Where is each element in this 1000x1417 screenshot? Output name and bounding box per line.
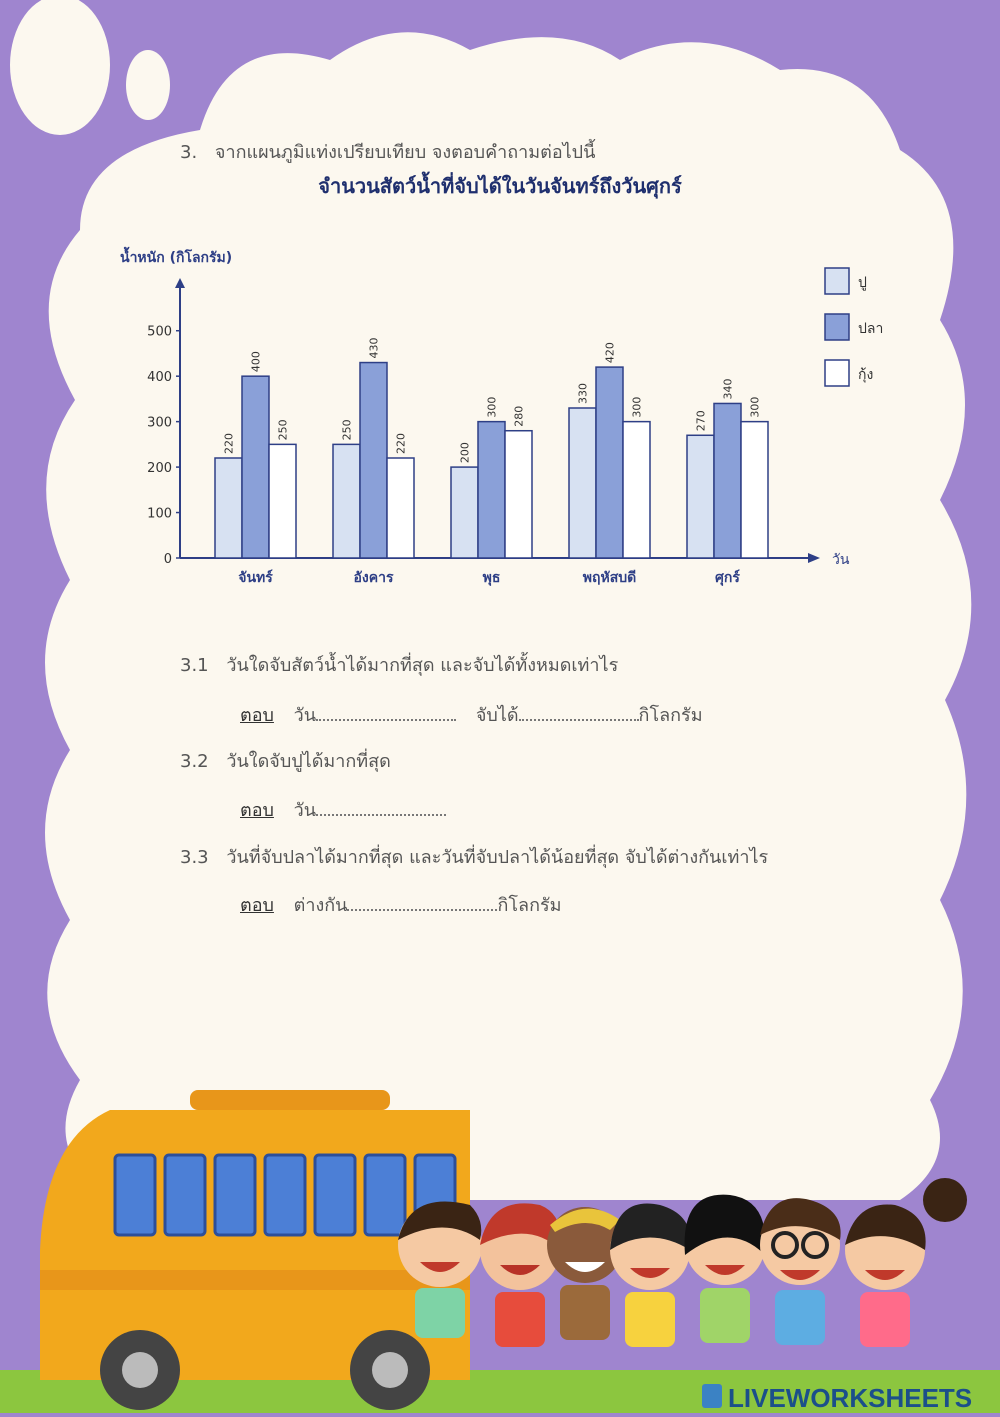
bar-chart	[110, 240, 890, 600]
answer-3-1	[240, 700, 703, 729]
answer-amount-input[interactable]	[519, 705, 639, 721]
bar-value-label: 300	[748, 396, 762, 418]
bar-value-label: 250	[340, 419, 354, 441]
y-tick-label: 0	[163, 552, 172, 567]
x-category-label: อังคาร	[353, 570, 394, 586]
bar	[387, 458, 414, 558]
question-3-3-number: 3.3	[180, 847, 209, 868]
bar-value-label: 300	[485, 396, 499, 418]
answer-3-2	[240, 795, 446, 824]
answer-diff-label: ต่างกัน	[293, 895, 348, 916]
y-axis-arrow	[175, 278, 185, 288]
y-tick-label: 200	[147, 461, 172, 477]
answer-label: ตอบ	[240, 895, 274, 916]
question-3-1-number: 3.1	[180, 655, 209, 676]
bar	[269, 444, 296, 558]
x-category-label: พฤหัสบดี	[582, 570, 637, 586]
bar	[242, 376, 269, 558]
bar-value-label: 400	[249, 351, 263, 373]
bar-value-label: 330	[576, 383, 590, 404]
legend-swatch	[825, 268, 849, 294]
question-header	[180, 137, 595, 166]
legend-label: กุ้ง	[858, 367, 874, 383]
question-3-1	[180, 650, 618, 679]
bar-value-label: 200	[458, 442, 472, 464]
y-tick-label: 300	[147, 415, 172, 431]
bar	[505, 431, 532, 558]
answer-diff-input[interactable]	[347, 895, 497, 911]
answer-day-label: วัน	[293, 705, 317, 726]
question-3-2-number: 3.2	[180, 751, 209, 772]
question-3-2-text: วันใดจับปูได้มากที่สุด	[226, 751, 391, 772]
bar-value-label: 340	[721, 378, 735, 400]
logo-icon	[702, 1384, 722, 1408]
bar	[451, 467, 478, 558]
bar-value-label: 220	[394, 433, 408, 454]
answer-unit: กิโลกรัม	[497, 895, 562, 916]
question-3-2	[180, 746, 391, 775]
answer-3-3	[240, 890, 562, 919]
x-category-label: พุธ	[482, 570, 501, 586]
answer-unit: กิโลกรัม	[638, 705, 703, 726]
liveworksheets-logo	[700, 1378, 1000, 1413]
question-3-3	[180, 842, 768, 871]
bar-value-label: 280	[512, 405, 526, 427]
x-axis-arrow	[808, 553, 820, 563]
chart-title: จำนวนสัตว์น้ำที่จับได้ในวันจันทร์ถึงวันศุกร์	[318, 174, 682, 198]
question-3-3-text: วันที่จับปลาได้มากที่สุด และวันที่จับปลาได้น้อยที่สุด จับได้ต่างกันเท่าไร	[226, 847, 769, 868]
answer-day-label: วัน	[293, 800, 317, 821]
answer-day-input[interactable]	[316, 705, 456, 721]
bar	[478, 422, 505, 558]
logo-text: LIVEWORKSHEETS	[728, 1383, 973, 1413]
x-category-label: จันทร์	[238, 570, 273, 586]
bar	[333, 444, 360, 558]
question-instruction: จากแผนภูมิแท่งเปรียบเทียบ จงตอบคำถามต่อไปนี้	[214, 142, 596, 163]
bar	[687, 435, 714, 558]
bar-value-label: 420	[603, 342, 617, 364]
bar	[623, 422, 650, 558]
bar	[360, 363, 387, 558]
y-tick-label: 100	[147, 506, 172, 522]
answer-label: ตอบ	[240, 800, 274, 821]
bar	[215, 458, 242, 558]
answer-day-input[interactable]	[316, 800, 446, 816]
bar-value-label: 270	[694, 410, 708, 432]
bar	[741, 422, 768, 558]
bar	[569, 408, 596, 558]
y-axis-label: น้ำหนัก (กิโลกรัม)	[120, 250, 233, 266]
question-number: 3.	[180, 142, 198, 163]
x-category-label: ศุกร์	[715, 570, 740, 586]
legend-swatch	[825, 314, 849, 340]
legend-swatch	[825, 360, 849, 386]
legend-label: ปลา	[858, 321, 884, 337]
y-tick-label: 400	[147, 370, 172, 386]
bar	[714, 403, 741, 558]
bar-value-label: 300	[630, 396, 644, 418]
question-3-1-text: วันใดจับสัตว์น้ำได้มากที่สุด และจับได้ทั้งหมดเท่าไร	[226, 655, 619, 676]
answer-amount-label: จับได้	[475, 705, 519, 726]
bar-value-label: 220	[222, 433, 236, 454]
legend-label: ปู	[858, 275, 867, 291]
x-axis-label: วัน	[832, 552, 850, 568]
children-group	[398, 1178, 967, 1347]
bar-value-label: 250	[276, 419, 290, 441]
bar-value-label: 430	[367, 337, 381, 359]
answer-label: ตอบ	[240, 705, 274, 726]
bar	[596, 367, 623, 558]
y-tick-label: 500	[147, 324, 172, 340]
